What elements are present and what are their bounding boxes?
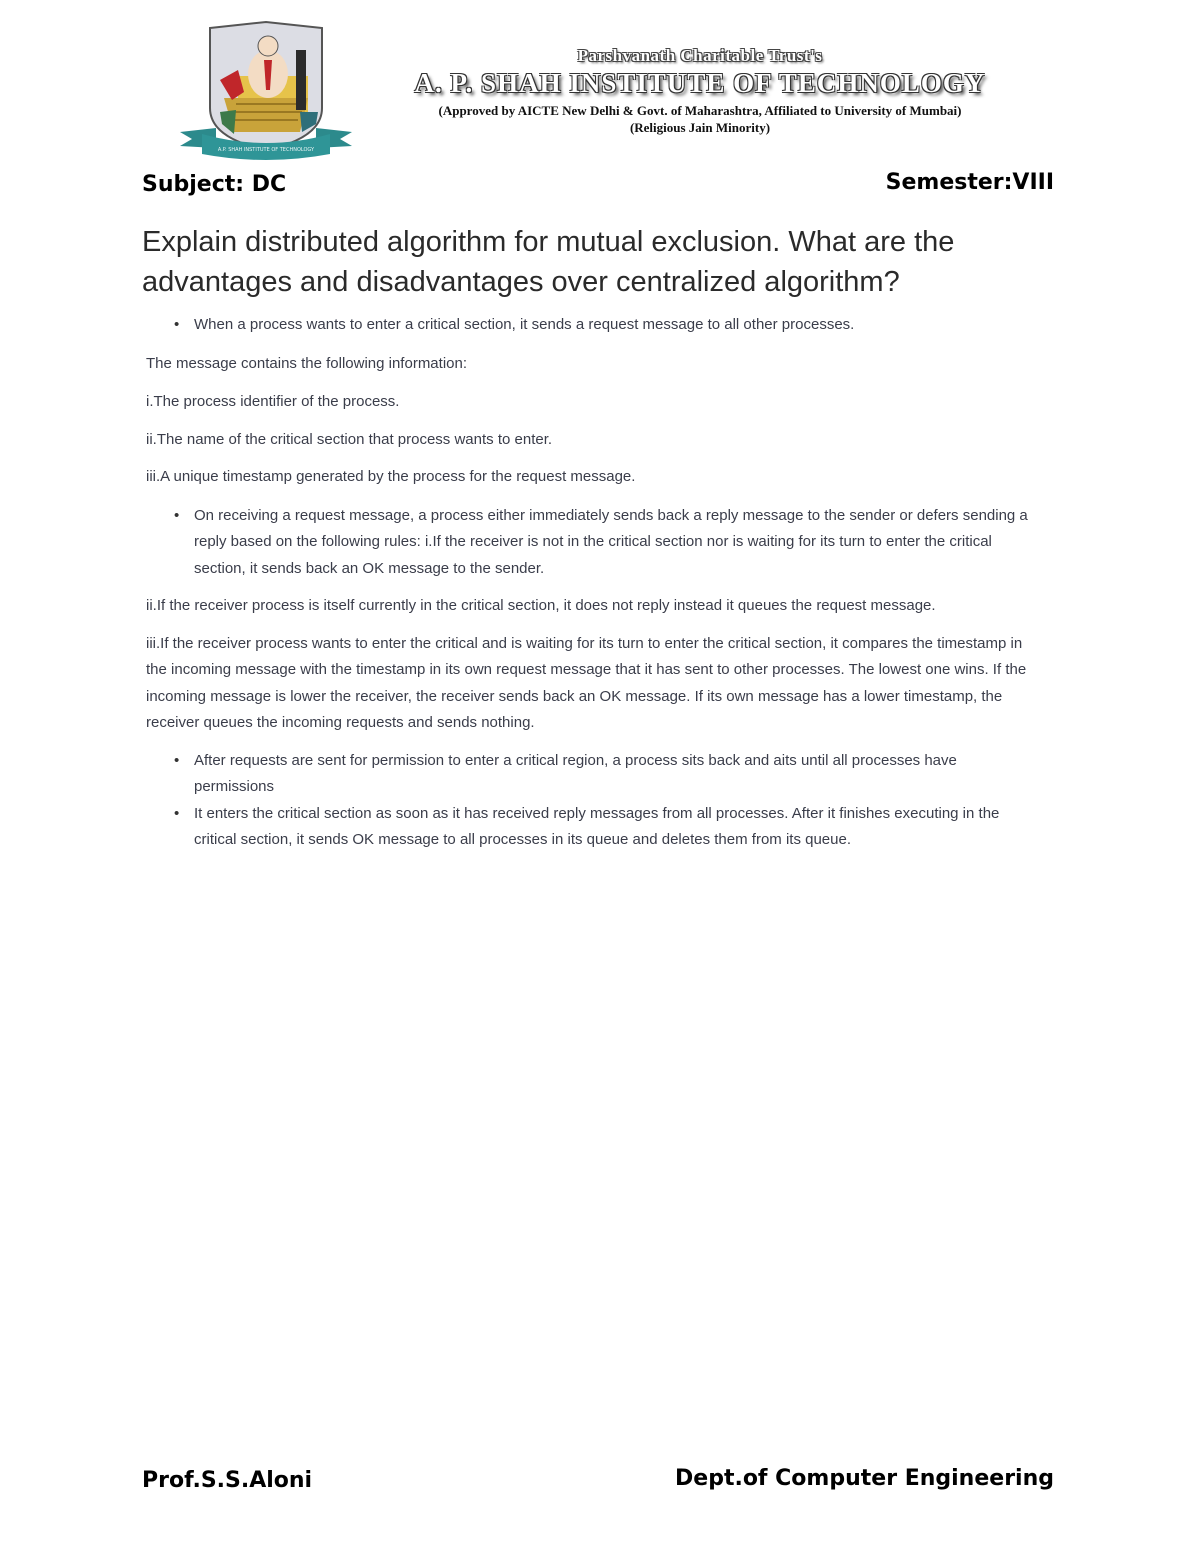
info-item: ii.The name of the critical section that process wants to enter. [146, 430, 553, 448]
rule-item: iii.If the receiver process wants to enter the critical and is waiting for its turn to enter the critical section, it compares the timestamp in the incoming message with the timestamp in its own request message that it has sent to other processes. The lowest one wins. If the incoming message is lower the receiver, the receiver sends back an OK message. If its own message has a lower timestamp, the receiver queues the incoming requests and sends nothing. [146, 634, 1027, 731]
paragraph: The message contains the following information: [146, 354, 468, 372]
institute-header [380, 46, 1020, 136]
semester-label: Semester:VIII [885, 170, 1054, 195]
approval-note: (Approved by AICTE New Delhi & Govt. of Maharashtra, Affiliated to University of Mumbai) [438, 103, 962, 118]
answer-body [146, 312, 1036, 854]
bullet-item: • After requests are sent for permission to enter a critical region, a process sits back and aits until all processes have permissions [150, 748, 1036, 801]
institute-name: A. P. SHAH INSTITUTE OF TECHNOLOGY [414, 68, 986, 98]
minority-note: (Religious Jain Minority) [629, 120, 771, 135]
institute-crest-icon [176, 20, 356, 162]
bullet-item: • It enters the critical section as soon as it has received reply messages from all processes. After it finishes executing in the critical section, it sends OK message to all processes in its queue and deletes them from its queue. [150, 801, 1036, 854]
department-name: Dept.of Computer Engineering [675, 1466, 1054, 1491]
question-heading: Explain distributed algorithm for mutual exclusion. What are the advantages and disadvantages over centralized algorithm? [142, 226, 955, 298]
subject-label: Subject: DC [142, 172, 287, 197]
svg-text:A.P. SHAH INSTITUTE OF TECHNOL: A.P. SHAH INSTITUTE OF TECHNOLOGY [217, 147, 315, 153]
bullet-item: • When a process wants to enter a critical section, it sends a request message to all other processes. [150, 312, 1036, 339]
info-item: i.The process identifier of the process. [146, 393, 400, 410]
trust-name: Parshvanath Charitable Trust's [577, 46, 823, 65]
info-item: iii.A unique timestamp generated by the process for the request message. [146, 468, 636, 485]
rule-item: ii.If the receiver process is itself currently in the critical section, it does not reply instead it queues the request message. [146, 597, 936, 614]
bullet-item: • On receiving a request message, a process either immediately sends back a reply message to the sender or defers sending a reply based on the following rules: i.If the receiver is not in the critical section nor is waiting for its turn to enter the critical section, it sends back an OK message to the sender. [150, 503, 1036, 583]
author-name: Prof.S.S.Aloni [142, 1468, 313, 1493]
